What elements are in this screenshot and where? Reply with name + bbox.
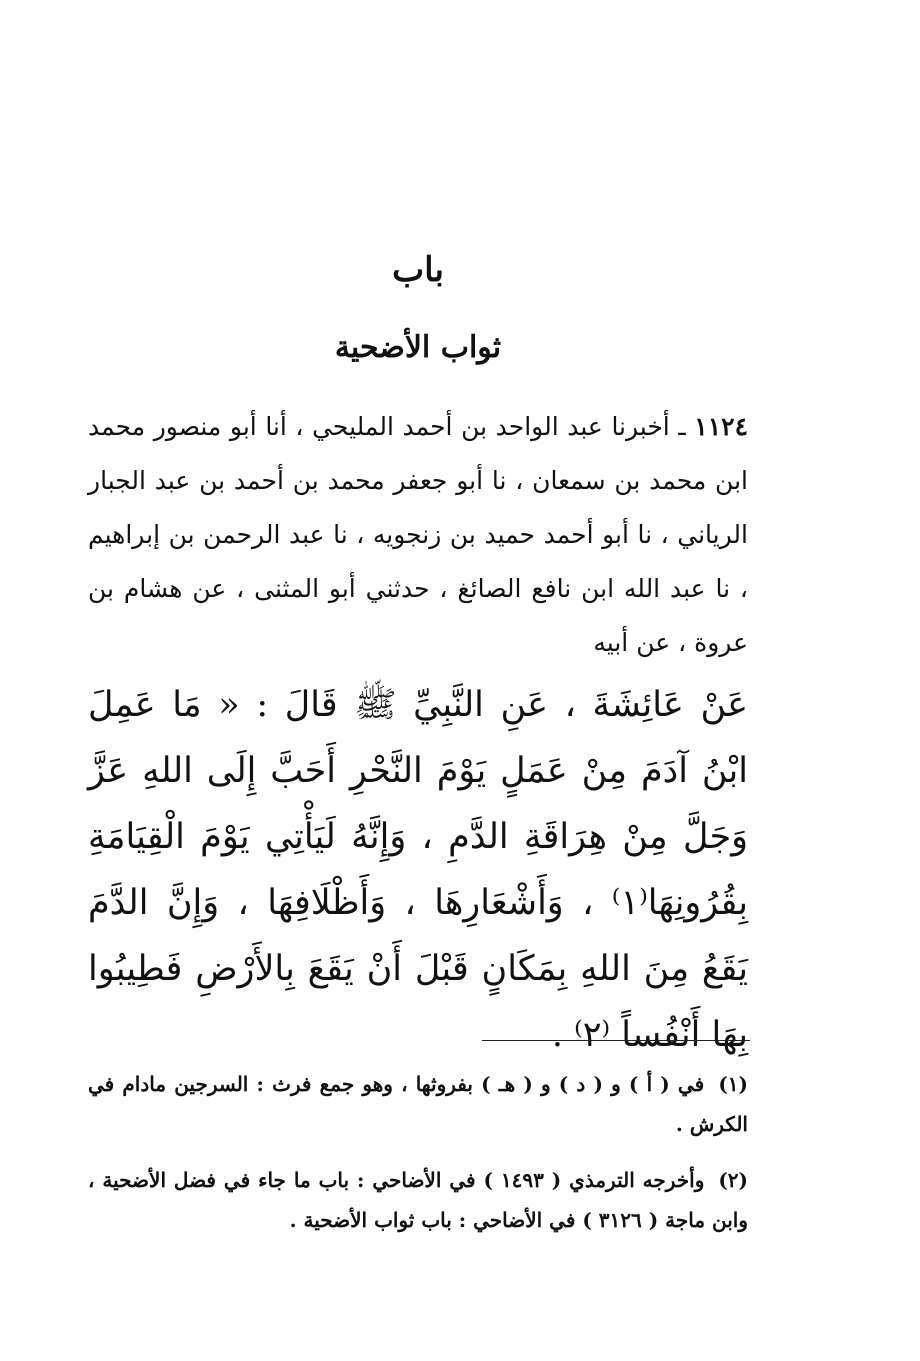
hadith-matn: عَنْ عَائِشَةَ ، عَنِ النَّبِيِّ ﷺ قَالَ : « مَا عَمِلَ ابْنُ آدَمَ مِنْ عَمَلٍ يَوْمَ النَّحْرِ أَحَبَّ إِلَى اللهِ عَزَّ وَجَلَّ مِنْ هِرَاقَةِ الدَّمِ ، وَإِنَّهُ لَيَأْتِي يَوْمَ الْقِيَامَةِ بِقُرُونِهَا⁽١⁾ ، وَأَشْعَارِهَا ، وَأَظْلَافِهَا ، وَإِنَّ الدَّمَ يَقَعُ مِنَ اللهِ بِمَكَانٍ قَبْلَ أَنْ يَقَعَ بِالأَرْضِ فَطِيبُوا بِهَا أَنْفُساً ⁽٢⁾ . [88, 685, 748, 1055]
hadith-isnad-paragraph [88, 400, 748, 670]
chapter-label: باب [392, 250, 444, 290]
hadith-number: ١١٢٤ [694, 412, 749, 441]
footnote-text: وأخرجه الترمذي ( ١٤٩٣ ) في الأضاحي : باب ما جاء في فضل الأضحية ، وابن ماجة ( ٣١٢٦ ) في الأضاحي : باب ثواب الأضحية . [88, 1168, 748, 1232]
footnote-1 [88, 1064, 748, 1144]
footnote-marker: (١) [718, 1072, 749, 1096]
chapter-title: ثواب الأضحية [334, 330, 502, 365]
footnote-2 [88, 1160, 748, 1240]
hadith-isnad: ـ أخبرنا عبد الواحد بن أحمد المليحي ، أنا أبو منصور محمد ابن محمد بن سمعان ، نا أبو جعفر محمد بن أحمد بن عبد الجبار الرياني ، نا أبو أحمد حميد بن زنجويه ، نا عبد الرحمن بن إبراهيم ، نا عبد الله ابن نافع الصائغ ، حدثني أبو المثنى ، عن هشام بن عروة ، عن أبيه [88, 412, 748, 657]
footnote-text: في ( أ ) و ( د ) و ( هـ ) بفروثها ، وهو جمع فرث : السرجين مادام في الكرش . [88, 1072, 748, 1136]
footnote-marker: (٢) [718, 1168, 749, 1192]
footnote-divider [482, 1040, 750, 1041]
